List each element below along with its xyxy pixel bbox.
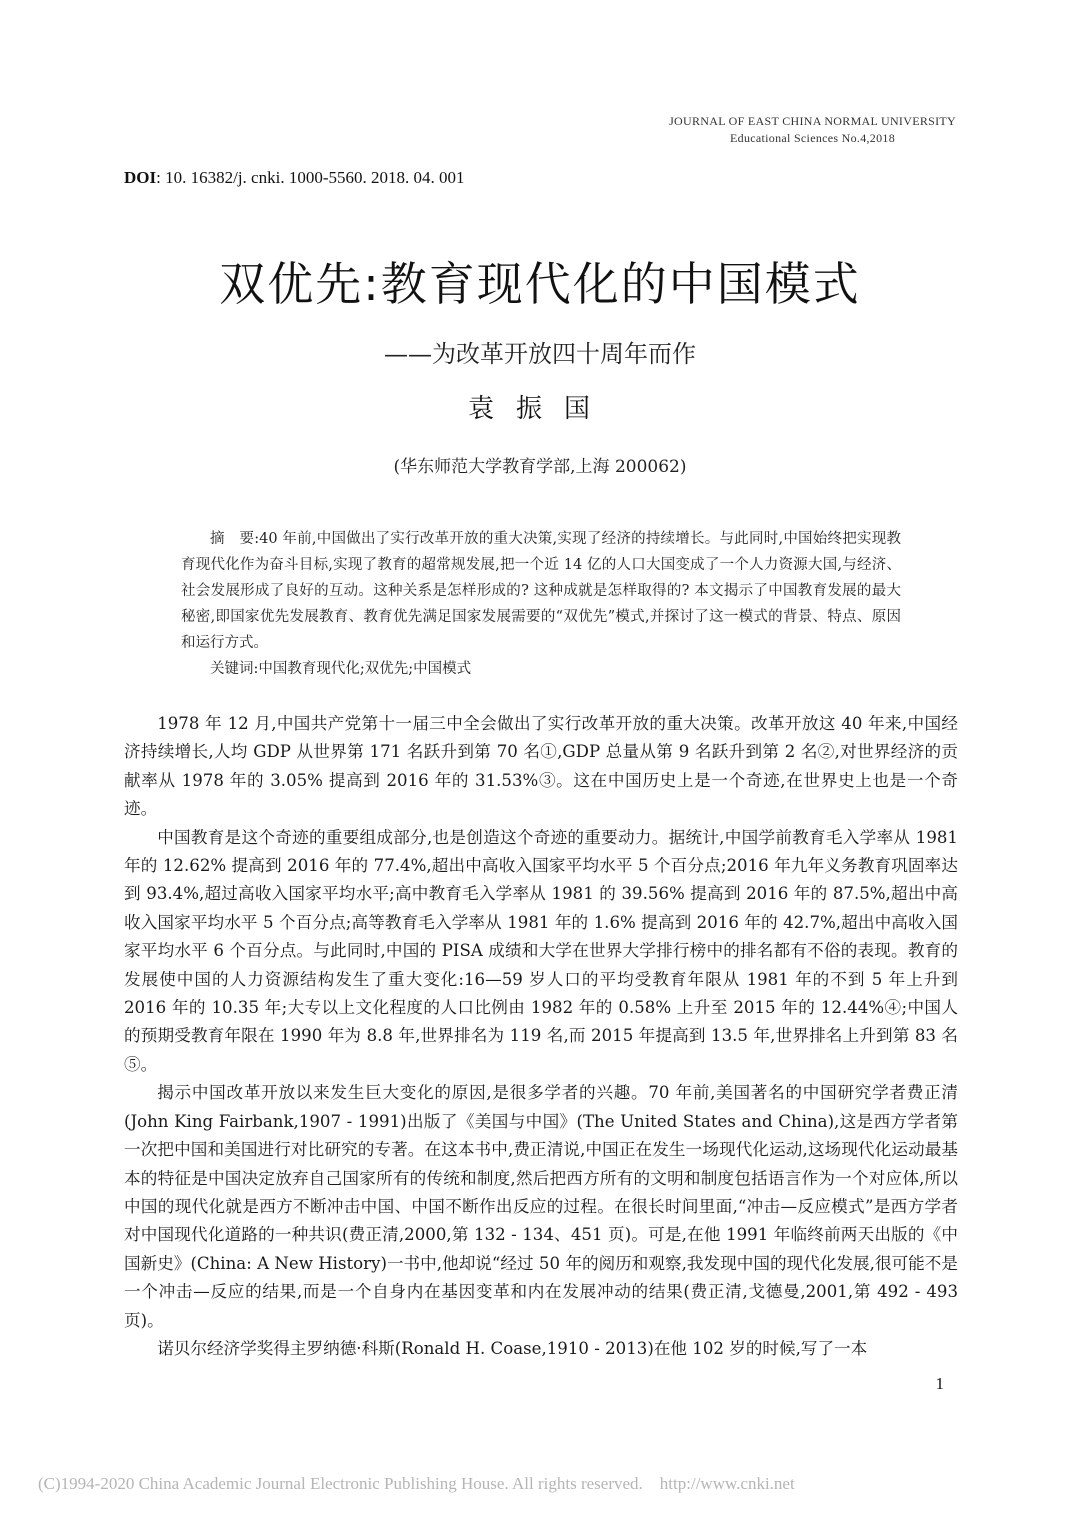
abstract-text: 摘 要:40 年前,中国做出了实行改革开放的重大决策,实现了经济的持续增长。与此同时,中国始终把实现教育现代化作为奋斗目标,实现了教育的超常规发展,把一个近 14 亿的人口大国变成了一个人力资源大国,与经济、社会发展形成了良好的互动。这种关系是怎样形成的? 这种成就是怎样取得的? 本文揭示了中国教育发展的最大秘密,即国家优先发展教育、教育优先满足国家发展需要的“双优先”模式,并探讨了这一模式的背景、特点、原因和运行方式。 [181,531,901,651]
copyright-notice: (C)1994-2020 China Academic Journal Electronic Publishing House. All rights reserved. http://www.cnki.net [38,1474,795,1493]
paper-title: 双优先:教育现代化的中国模式 [219,257,861,311]
body-paragraph-1: 1978 年 12 月,中国共产党第十一届三中全会做出了实行改革开放的重大决策。改革开放这 40 年来,中国经济持续增长,人均 GDP 从世界第 171 名跃升到第 70 名①,GDP 总量从第 9 名跃升到第 2 名②,对世界经济的贡献率从 1978 年的 3.05% 提高到 2016 年的 31.53%③。这在中国历史上是一个奇迹,在世界史上也是一个奇迹。 [124,714,958,819]
author-name: 袁振国 [467,394,612,424]
body-text [124,710,958,1363]
journal-name: JOURNAL OF EAST CHINA NORMAL UNIVERSITY [669,114,956,128]
doi-line [124,168,464,188]
page-number: 1 [935,1374,944,1393]
body-paragraph-4: 诺贝尔经济学奖得主罗纳德·科斯(Ronald H. Coase,1910 - 2013)在他 102 岁的时候,写了一本 [157,1338,868,1358]
paper-subtitle: ——为改革开放四十周年而作 [384,340,696,368]
body-paragraph-3: 揭示中国改革开放以来发生巨大变化的原因,是很多学者的兴趣。70 年前,美国著名的中国研究学者费正清(John King Fairbank,1907 - 1991)出版了《美国与中国》(The United States and China),这是西方学者第一次把中国和美国进行对比研究的专著。在这本书中,费正清说,中国正在发生一场现代化运动,这场现代化运动最基本的特征是中国决定放弃自己国家所有的传统和制度,然后把西方所有的文明和制度包括语言作为一个对应体,所以中国的现代化就是西方不断冲击中国、中国不断作出反应的过程。在很长时间里面,“冲击—反应模式”是西方学者对中国现代化道路的一种共识(费正清,2000,第 132 - 134、451 页)。可是,在他 1991 年临终前两天出版的《中国新史》(China: A New History)一书中,他却说“经过 50 年的阅历和观察,我发现中国的现代化发展,很可能不是一个冲击—反应的结果,而是一个自身内在基因变革和内在发展冲动的结果(费正清,戈德曼,2001,第 492 - 493 页)。 [124,1083,958,1330]
body-paragraph-2: 中国教育是这个奇迹的重要组成部分,也是创造这个奇迹的重要动力。据统计,中国学前教育毛入学率从 1981 年的 12.62% 提高到 2016 年的 77.4%,超出中高收入国家平均水平 5 个百分点;2016 年九年义务教育巩固率达到 93.4%,超过高收入国家平均水平;高中教育毛入学率从 1981 的 39.56% 提高到 2016 年的 87.5%,超出中高收入国家平均水平 5 个百分点;高等教育毛入学率从 1981 年的 1.6% 提高到 2016 年的 42.7%,超出中高收入国家平均水平 6 个百分点。与此同时,中国的 PISA 成绩和大学在世界大学排行榜中的排名都有不俗的表现。教育的发展使中国的人力资源结构发生了重大变化:16—59 岁人口的平均受教育年限从 1981 年的不到 5 年上升到 2016 年的 10.35 年;大专以上文化程度的人口比例由 1982 年的 0.58% 上升至 2015 年的 12.44%④;中国人的预期受教育年限在 1990 年为 8.8 年,世界排名为 119 名,而 2015 年提高到 13.5 年,世界排名上升到第 83 名⑤。 [124,827,958,1074]
doi-value: : 10. 16382/j. cnki. 1000-5560. 2018. 04. 001 [156,168,465,187]
abstract [181,526,901,682]
journal-section: Educational Sciences No.4,2018 [730,131,896,145]
author-affiliation: (华东师范大学教育学部,上海 200062) [393,457,687,477]
doi-label: DOI [124,168,157,187]
journal-header [669,113,956,147]
keywords: 关键词:中国教育现代化;双优先;中国模式 [210,661,472,677]
